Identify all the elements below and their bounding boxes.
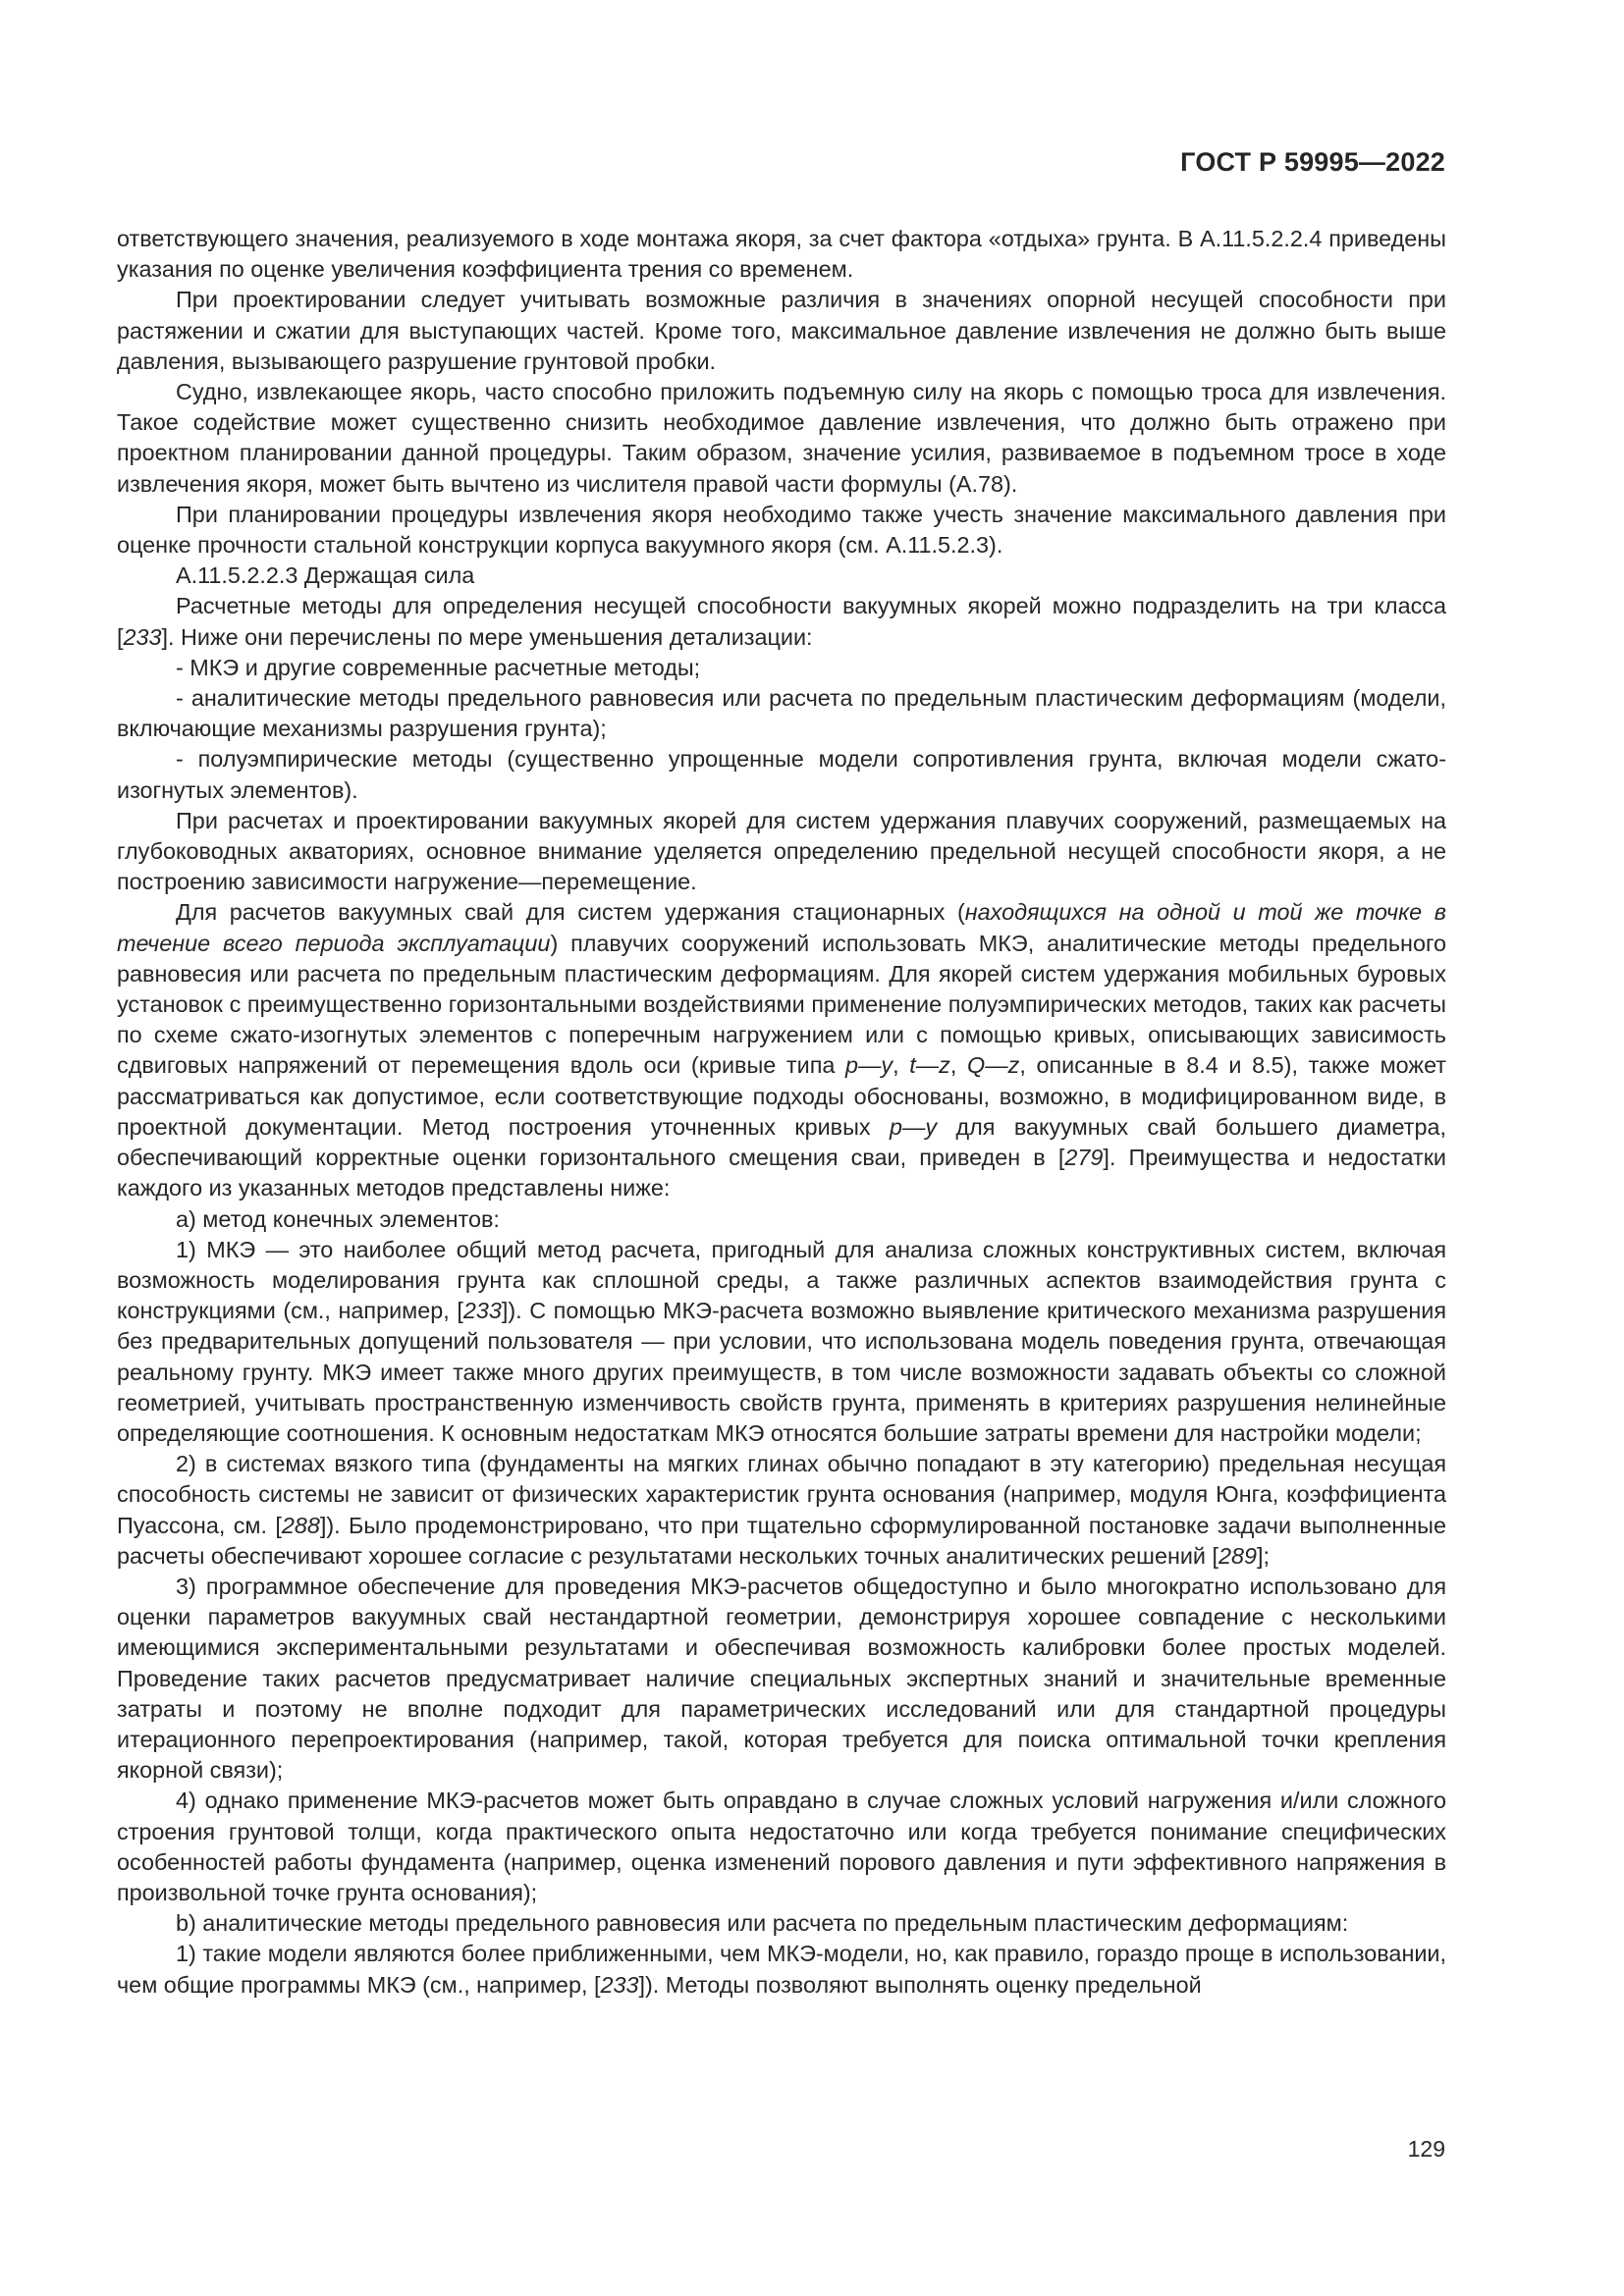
section-heading: А.11.5.2.2.3 Держащая сила [176, 562, 475, 589]
list-item: b) аналитические методы предельного равновесия или расчета по предельным пластическим деформациям: [176, 1910, 1349, 1937]
list-item: 4) однако применение МКЭ-расчетов может быть оправдано в случае сложных условий нагружения и/или сложного строения грунтовой толщи, когда практического опыта недостаточно или когда требуется понимание специфических особенностей работы фундамента (например, оценка изменений порового давления и пути эффективного напряжения в произвольной точке грунта основания); [117, 1788, 1446, 1905]
text-run: , [893, 1052, 910, 1079]
paragraph: При проектировании следует учитывать возможные различия в значениях опорной несущей способности при растяжении и сжатии для выступающих частей. Кроме того, максимальное давление извлечения не должно быть выше давления, вызывающего разрушение грунтовой пробки. [117, 287, 1446, 374]
text-run: ]; [1257, 1542, 1271, 1569]
paragraph [117, 897, 1446, 1203]
list-item: а) метод конечных элементов: [176, 1205, 500, 1232]
text-run: ]). С помощью МКЭ-расчета возможно выявление критического механизма разрушения без предварительных допущений пользователя — при условии, что использована модель поведения грунта, отвечающая реальному грунту. МКЭ имеет также много других преимуществ, в том числе возможности задавать объекты со сложной геометрией, учитывать пространственную изменчивость свойств грунта, применять в критериях разрушения нелинейные определяющие соотношения. К основным недостаткам МКЭ относятся большие затраты времени для настройки модели; [117, 1298, 1446, 1446]
reference-number: 233 [600, 1971, 639, 1998]
paragraph: При расчетах и проектировании вакуумных якорей для систем удержания плавучих сооружений, размещаемых на глубоководных акваториях, основное внимание уделяется определению предельной несущей способности якоря, а не построению зависимости нагружение—перемещение. [117, 807, 1446, 895]
text-run: ]. Ниже они перечислены по мере уменьшения детализации: [161, 623, 813, 650]
body-text [117, 224, 1446, 2001]
paragraph [117, 591, 1446, 652]
text-run: 1) такие модели являются более приближенными, чем МКЭ-модели, но, как правило, гораздо проще в использовании, чем общие программы МКЭ (см., например, [ [117, 1941, 1446, 1998]
paragraph: Судно, извлекающее якорь, часто способно приложить подъемную силу на якорь с помощью троса для извлечения. Такое содействие может существенно снизить необходимое давление извлечения, что должно быть отражено при проектном планировании данной процедуры. Таким образом, значение усилия, развиваемое в подъемном тросе в ходе извлечения якоря, может быть вычтено из числителя правой части формулы (А.78). [117, 379, 1446, 497]
list-item: - полуэмпирические методы (существенно упрощенные модели сопротивления грунта, включая модели сжато-изогнутых элементов). [117, 746, 1446, 803]
text-run: Для расчетов вакуумных свай для систем удержания стационарных ( [176, 899, 965, 926]
list-item [117, 1235, 1446, 1449]
text-run: ) плавучих сооружений использовать МКЭ, аналитические методы предельного равновесия или расчета по предельным пластическим деформациям. Для якорей систем удержания мобильных буровых установок с преимущественно горизонтальными воздействиями применение полуэмпирических методов, таких как расчеты по схеме сжато-изогнутых элементов с поперечным нагружением или с помощью кривых, описывающих зависимость сдвиговых напряжений от перемещения вдоль оси (кривые типа [117, 930, 1446, 1079]
text-run: 1) МКЭ — это наиболее общий метод расчета, пригодный для анализа сложных конструктивных систем, включая возможность моделирования грунта как сплошной среды, а также различных аспектов взаимодействия грунта с конструкциями (см., например, [ [117, 1236, 1446, 1324]
curve-type: t—z [909, 1052, 950, 1079]
list-item [117, 1449, 1446, 1572]
list-item: - аналитические методы предельного равновесия или расчета по предельным пластическим деформациям (модели, включающие механизмы разрушения грунта); [117, 685, 1446, 742]
italic-text: находящихся на одной и той же точке в течение всего периода эксплуатации [117, 899, 1446, 956]
paragraph: При планировании процедуры извлечения якоря необходимо также учесть значение максимального давления при оценке прочности стальной конструкции корпуса вакуумного якоря (см. А.11.5.2.3). [117, 501, 1446, 559]
text-run: 2) в системах вязкого типа (фундаменты на мягких глинах обычно попадают в эту категорию) предельная несущая способность системы не зависит от физических характеристик грунта основания (например, модуля Юнга, коэффициента Пуассона, см. [ [117, 1451, 1446, 1538]
reference-number: 288 [281, 1512, 320, 1538]
reference-number: 279 [1064, 1145, 1104, 1171]
text-run: ]). Методы позволяют выполнять оценку предельной [638, 1971, 1202, 1998]
text-run: для вакуумных свай большего диаметра, обеспечивающий корректные оценки горизонтального смещения сваи, приведен в [ [117, 1113, 1447, 1171]
page-number: 129 [1407, 2136, 1445, 2162]
reference-number: 233 [123, 623, 162, 650]
text-run: , [949, 1052, 968, 1079]
text-run: ]. Преимущества и недостатки каждого из указанных методов представлены ниже: [117, 1145, 1446, 1201]
curve-type: p—y [889, 1113, 938, 1140]
list-item: - МКЭ и другие современные расчетные методы; [176, 654, 701, 680]
reference-number: 233 [462, 1298, 502, 1324]
reference-number: 289 [1218, 1542, 1258, 1569]
document-code-header: ГОСТ Р 59995—2022 [1180, 147, 1445, 177]
curve-type: p—y [845, 1052, 893, 1079]
text-run: , описанные в 8.4 и 8.5), также может рассматриваться как допустимое, если соответствующие подходы обоснованы, возможно, в модифицированном виде, в проектной документации. Метод построения уточненных кривых [117, 1052, 1447, 1140]
paragraph: ответствующего значения, реализуемого в ходе монтажа якоря, за счет фактора «отдыха» грунта. В А.11.5.2.2.4 приведены указания по оценке увеличения коэффициента трения со временем. [117, 226, 1446, 283]
curve-type: Q—z [967, 1052, 1020, 1079]
list-item: 3) программное обеспечение для проведения МКЭ-расчетов общедоступно и было многократно использовано для оценки параметров вакуумных свай нестандартной геометрии, демонстрируя хорошее совпадение с несколькими имеющимися экспериментальными результатами и обеспечивая возможность калибровки более простых моделей. Проведение таких расчетов предусматривает наличие специальных экспертных знаний и значительные временные затраты и поэтому не вполне подходит для параметрических исследований или для стандартной процедуры итерационного перепроектирования (например, такой, которая требуется для поиска оптимальной точки крепления якорной связи); [117, 1573, 1446, 1784]
text-run: Расчетные методы для определения несущей способности вакуумных якорей можно подразделить на три класса [ [117, 593, 1446, 650]
text-run: ]). Было продемонстрировано, что при тщательно сформулированной постановке задачи выполненные расчеты обеспечивают хорошее согласие с результатами нескольких точных аналитических решений [ [117, 1512, 1446, 1569]
list-item [117, 1939, 1446, 2000]
